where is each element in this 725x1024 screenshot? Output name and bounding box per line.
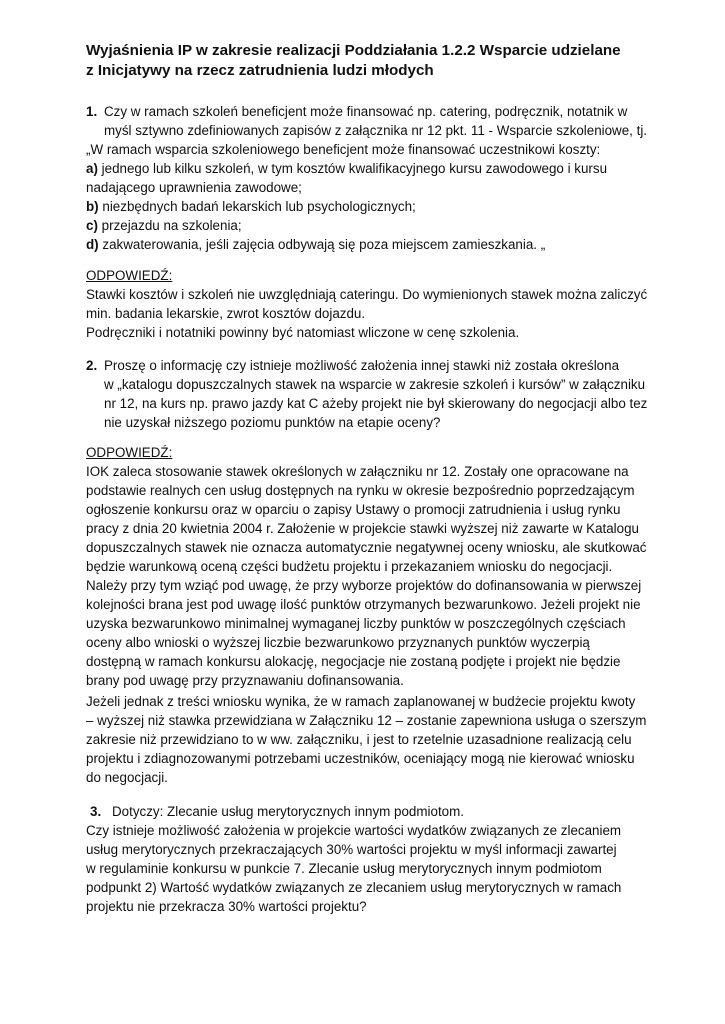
answer-2-p1-line-3: ogłoszenie konkursu oraz w oparciu o zapisy Ustawy o promocji zatrudnienia i usług rynku	[86, 502, 621, 517]
question-3-line-1: Czy istnieje możliwość założenia w projekcie wartości wydatków związanych ze zlecaniem	[86, 823, 622, 838]
question-2-number: 2.	[86, 358, 98, 373]
answer-2-p3-line-3: zakresie niż przewidziano to w ww. załączniku, i jest to rzetelnie uzasadnione realizacją celu	[86, 732, 632, 747]
question-3-heading: Dotyczy: Zlecanie usług merytorycznych innym podmiotom.	[112, 804, 465, 819]
question-1-line-1: Czy w ramach szkoleń beneficjent może finansować np. catering, podręcznik, notatnik w	[104, 104, 628, 119]
answer-1-heading: ODPOWIEDŹ:	[86, 268, 173, 283]
answer-2-p3-line-4: projektu i zdiagnozowanymi potrzebami uczestników, oceniający mogą nie kierować wniosku	[86, 751, 635, 766]
question-3-number: 3.	[90, 804, 102, 819]
answer-2-p2-line-2: kolejności brana jest pod uwagę ilość punktów otrzymanych bezwarunkowo. Jeżeli projekt nie	[86, 597, 641, 612]
title-line-1: Wyjaśnienia IP w zakresie realizacji Poddziałania 1.2.2 Wsparcie udzielane	[86, 42, 621, 59]
answer-2-paragraph-3	[86, 692, 647, 787]
answer-1-line-3: Podręczniki i notatniki powinny być natomiast wliczone w cenę szkolenia.	[86, 325, 520, 340]
question-3-line-2: usług merytorycznych przekraczających 30% wartości projektu w myśl informacji zawartej	[86, 842, 617, 857]
quote-item-d: d) zakwaterowania, jeśli zajęcia odbywają się poza miejscem zamieszkania. „	[86, 237, 546, 252]
answer-2-p1-line-4: pracy z dnia 20 kwietnia 2004 r. Założenie w projekcie stawki wyższej niż zawarte w Katalogu	[86, 521, 639, 536]
question-1-number: 1.	[86, 104, 98, 119]
answer-1-line-2: min. badania lekarskie, zwrot kosztów dojazdu.	[86, 306, 366, 321]
quote-item-b: b) niezbędnych badań lekarskich lub psychologicznych;	[86, 199, 416, 214]
answer-2-p1-line-2: podstawie realnych cen usług dostępnych na rynku w okresie bezpośrednio poprzedzającym	[86, 483, 635, 498]
answer-2-p1-line-1: IOK zaleca stosowanie stawek określonych w załączniku nr 12. Zostały one opracowane na	[86, 464, 629, 479]
question-2-line-3: nr 12, na kurs np. prawo jazdy kat C ażeby projekt nie był skierowany do negocjacji albo tez	[104, 396, 648, 411]
answer-1-line-1: Stawki kosztów i szkoleń nie uwzględniają cateringu. Do wymienionych stawek można zaliczyć	[86, 287, 648, 302]
answer-2-p2-line-6: brany pod uwagę przy przyznawaniu dofinansowania.	[86, 673, 404, 688]
question-3-line-3: w regulaminie konkursu w punkcie 7. Zlecanie usług merytorycznych innym podmiotom	[86, 861, 602, 876]
answer-2-p3-line-5: do negocjacji.	[86, 770, 168, 785]
question-1-text	[104, 102, 648, 140]
question-2-line-2: w „katalogu dopuszczalnych stawek na wsparcie w zakresie szkoleń i kursów” w załączniku	[104, 377, 646, 392]
question-2-text	[104, 356, 648, 432]
answer-1	[86, 266, 648, 342]
quote-item-a-cont: nadającego uprawnienia zawodowe;	[86, 180, 302, 195]
answer-2-p2-line-3: uzyska bezwarunkowo minimalnej wymaganej liczby punktów w poszczególnych częściach	[86, 616, 626, 631]
answer-2-p1-line-6: będzie warunkową oceną części budżetu projektu i przekazaniem wniosku do negocjacji.	[86, 559, 613, 574]
question-3-line-5: projektu nie przekracza 30% wartości projektu?	[86, 899, 367, 914]
question-2-line-4: nie uzyskał niższego poziomu punktów na etapie oceny?	[104, 415, 441, 430]
question-3-line-4: podpunkt 2) Wartość wydatków związanych ze zlecaniem usług merytorycznych w ramach	[86, 880, 622, 895]
answer-2-heading: ODPOWIEDŹ:	[86, 445, 173, 460]
document-title	[86, 41, 646, 81]
quote-item-a: a) jednego lub kilku szkoleń, w tym kosztów kwalifikacyjnego kursu zawodowego i kursu	[86, 161, 608, 176]
answer-2-p1-line-5: dopuszczalnych stawek nie oznacza automatycznie negatywnej oceny wniosku, ale skutkować	[86, 540, 647, 555]
question-3-text	[86, 821, 639, 916]
answer-2-p2-line-4: oceny albo wnioski o wyższej liczbie bezwarunkowo przyznanych punktów wyczerpią	[86, 635, 590, 650]
answer-2-p3-line-1: Jeżeli jednak z treści wniosku wynika, że w ramach zaplanowanej w budżecie projektu kwoty	[86, 694, 636, 709]
quote-intro: „W ramach wsparcia szkoleniowego beneficjent może finansować uczestnikowi koszty:	[86, 142, 601, 157]
quote-item-c: c) przejazdu na szkolenia;	[86, 218, 242, 233]
question-1-line-2: myśl sztywno zdefiniowanych zapisów z załącznika nr 12 pkt. 11 - Wsparcie szkoleniowe, tj.	[104, 123, 648, 138]
answer-2-p2-line-1: Należy przy tym wziąć pod uwagę, że przy wyborze projektów do dofinansowania w pierwszej	[86, 578, 642, 593]
question-2-line-1: Proszę o informację czy istnieje możliwość założenia innej stawki niż została określona	[104, 358, 620, 373]
title-line-2: z Inicjatywy na rzecz zatrudnienia ludzi młodych	[86, 62, 434, 79]
answer-2-p3-line-2: – wyższej niż stawka przewidziana w Załączniku 12 – zostanie zapewniona usługa o szerszym	[86, 713, 647, 728]
answer-2-p2-line-5: dostępną w ramach konkursu alokację, negocjacje nie zostaną podjęte i projekt nie będzie	[86, 654, 621, 669]
answer-2	[86, 443, 647, 690]
question-1-quote	[86, 140, 639, 254]
